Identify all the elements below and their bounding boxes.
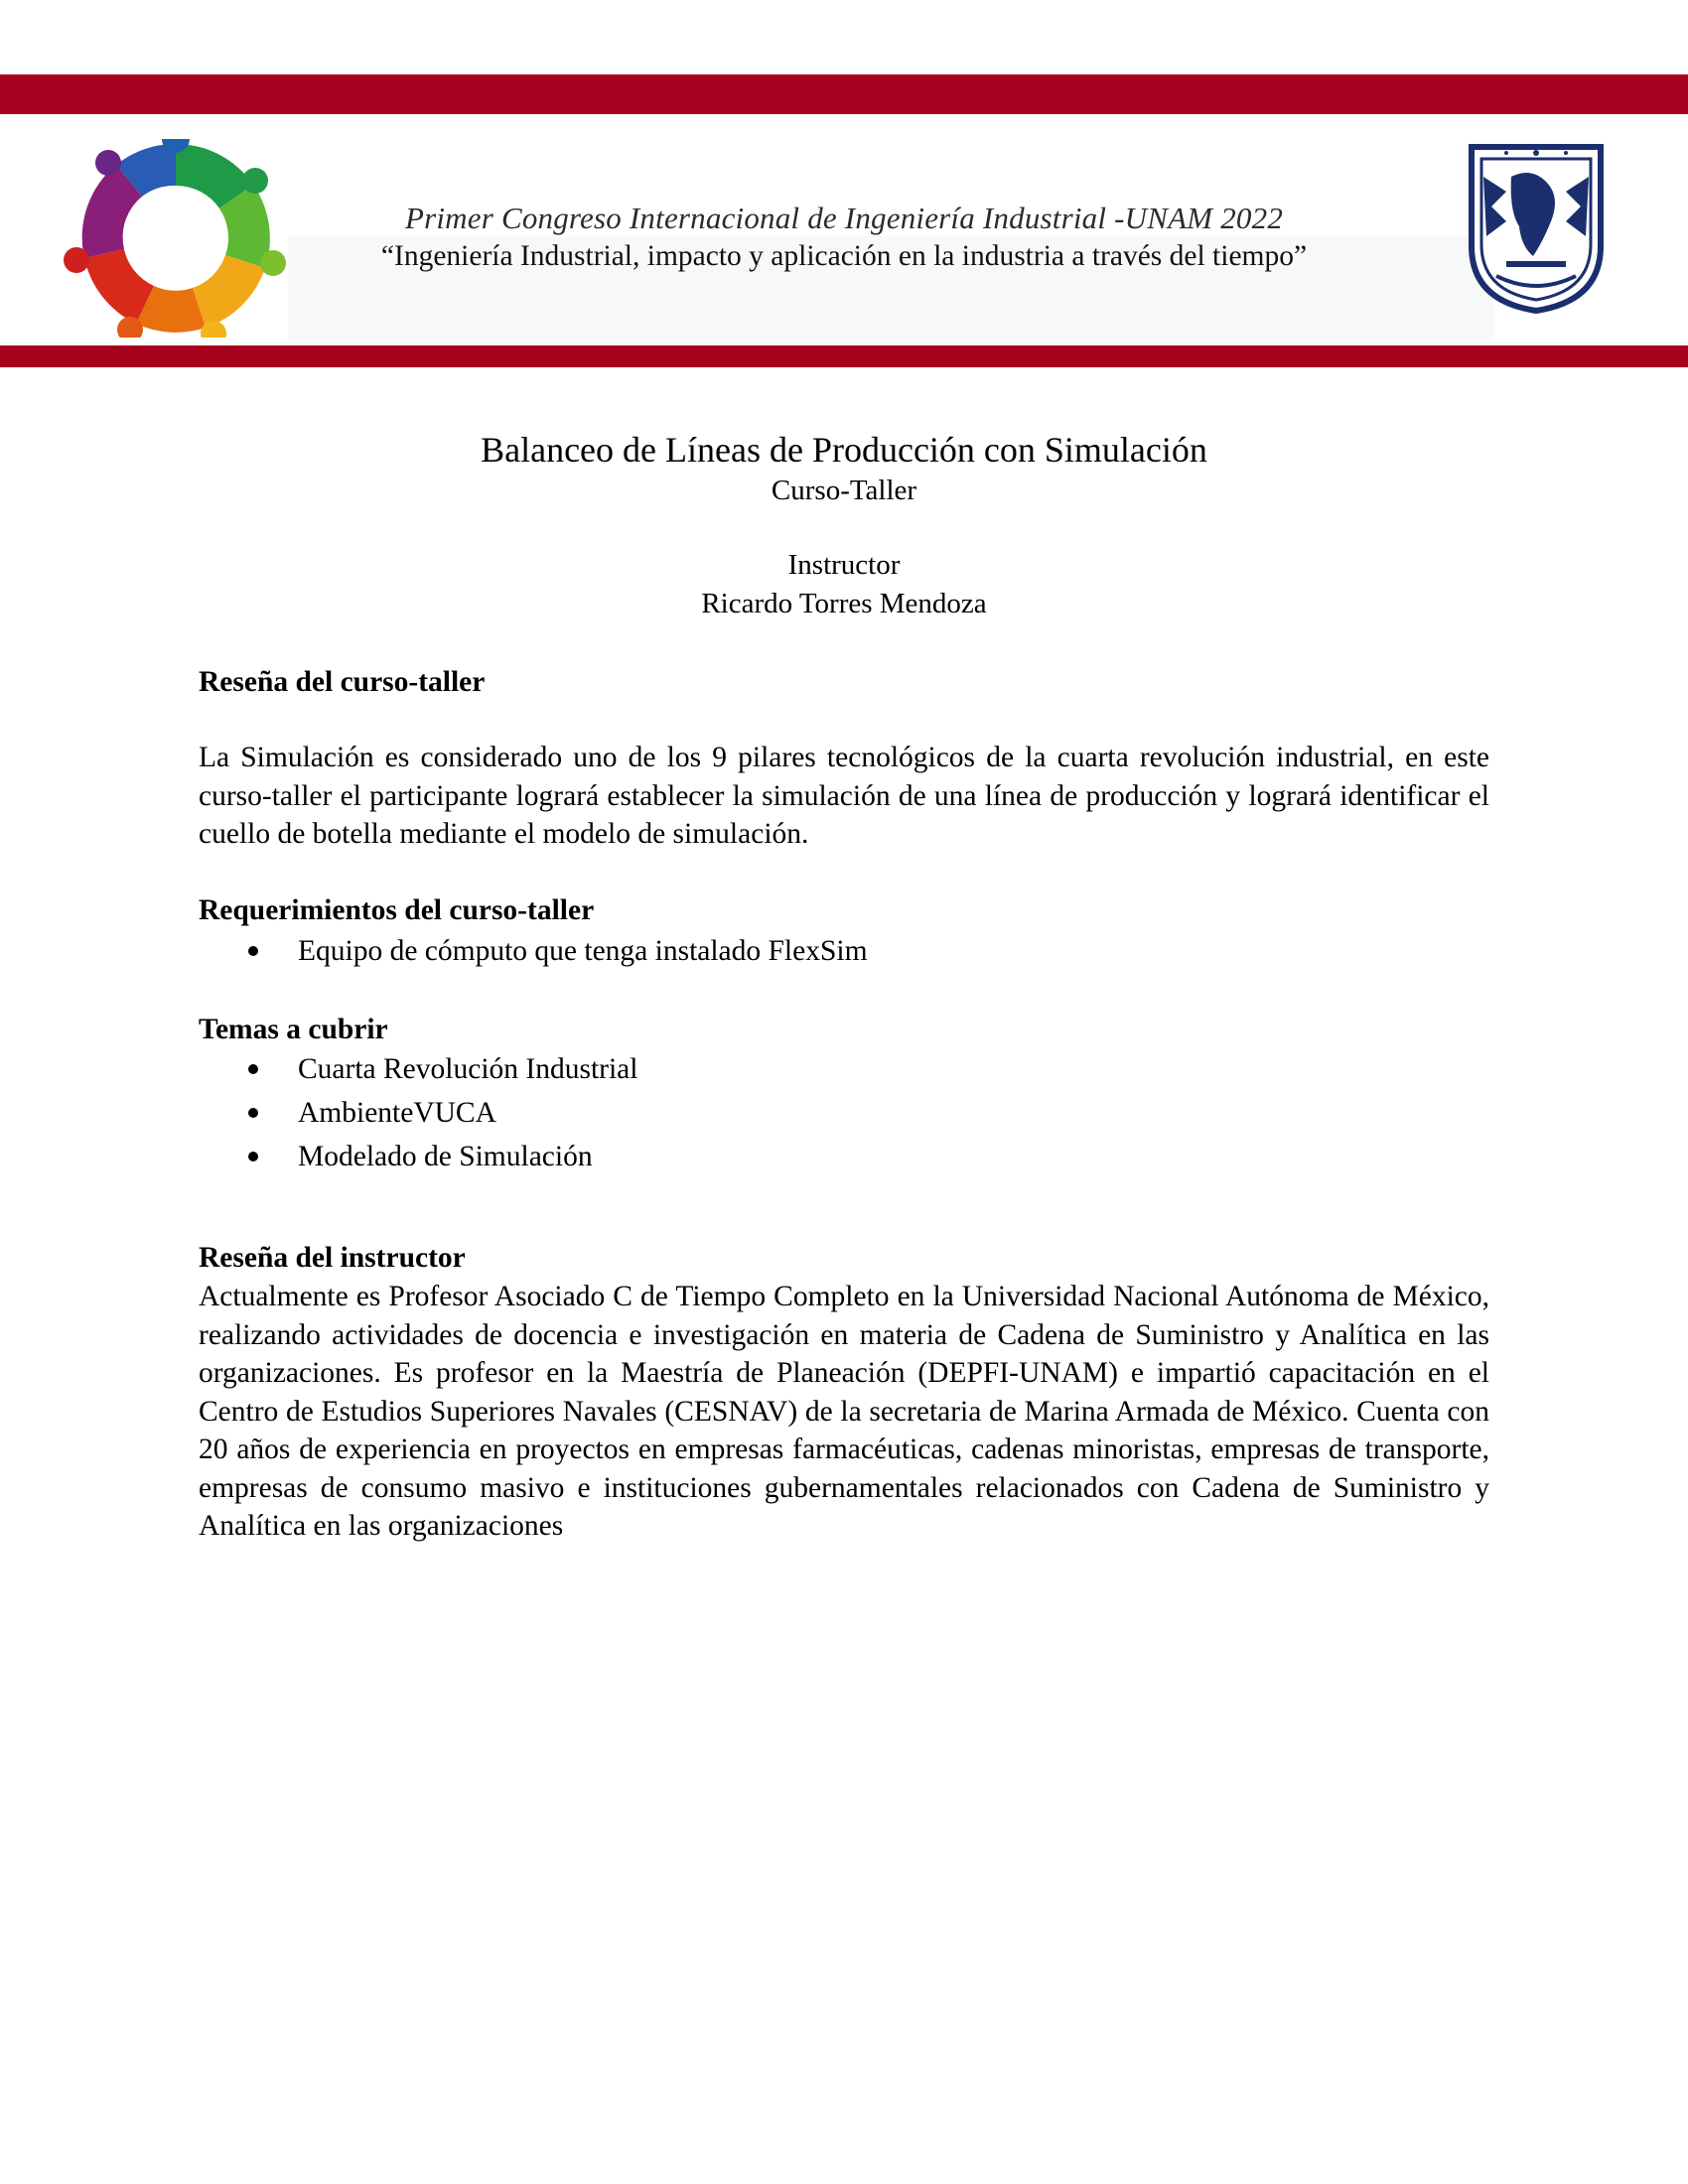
list-item-text: Cuarta Revolución Industrial bbox=[298, 1053, 638, 1085]
instructor-name: Ricardo Torres Mendoza bbox=[701, 588, 987, 619]
list-item-text: AmbienteVUCA bbox=[298, 1097, 496, 1129]
section-heading-resena: Reseña del curso-taller bbox=[199, 666, 486, 698]
bullet-icon bbox=[248, 1064, 258, 1074]
list-item bbox=[199, 1050, 1489, 1094]
list-item bbox=[199, 1094, 1489, 1138]
bullet-icon bbox=[248, 1108, 258, 1118]
list-item bbox=[199, 932, 1489, 976]
section-heading-requerimientos: Requerimientos del curso-taller bbox=[199, 894, 595, 926]
list-item bbox=[199, 1138, 1489, 1181]
bullet-icon bbox=[248, 1152, 258, 1161]
paragraph-instructor: Actualmente es Profesor Asociado C de Tiempo Completo en la Universidad Nacional Autónoma de México, realizando actividades de docencia e investigación en materia de Cadena de Suministro y Analítica en las organizaciones. Es profesor en la Maestría de Planeación (DEPFI-UNAM) e impartió capacitación en el Centro de Estudios Superiores Navales (CESNAV) de la secretaria de Marina Armada de México. Cuenta con 20 años de experiencia en proyectos en empresas farmacéuticas, cadenas minoristas, empresas de transporte, empresas de consumo masivo e instituciones gubernamentales relacionados con Cadena de Suministro y Analítica en las organizaciones bbox=[199, 1281, 1489, 1542]
course-title: Balanceo de Líneas de Producción con Simulación bbox=[481, 430, 1207, 470]
header-top-band bbox=[0, 74, 1688, 114]
instructor-label: Instructor bbox=[787, 549, 901, 581]
course-type: Curso-Taller bbox=[771, 475, 917, 506]
bullet-icon bbox=[248, 946, 258, 956]
requirements-list bbox=[199, 932, 1489, 976]
header-bottom-band bbox=[0, 345, 1688, 367]
congress-name: Primer Congreso Internacional de Ingeniería Industrial -UNAM 2022 bbox=[404, 201, 1284, 235]
congress-slogan: “Ingeniería Industrial, impacto y aplicación en la industria a través del tiempo” bbox=[380, 240, 1308, 272]
section-heading-instructor: Reseña del instructor bbox=[199, 1242, 466, 1274]
puzzle-gear-logo bbox=[62, 139, 290, 338]
list-item-text: Equipo de cómputo que tenga instalado FlexSim bbox=[298, 935, 868, 967]
section-heading-temas: Temas a cubrir bbox=[199, 1014, 388, 1045]
topics-list bbox=[199, 1050, 1489, 1181]
list-item-text: Modelado de Simulación bbox=[298, 1141, 593, 1172]
paragraph-resena: La Simulación es considerado uno de los 9 pilares tecnológicos de la cuarta revolución industrial, en este curso-taller el participante logrará establecer la simulación de una línea de producción y logrará identificar el cuello de botella mediante el modelo de simulación. bbox=[199, 742, 1489, 850]
